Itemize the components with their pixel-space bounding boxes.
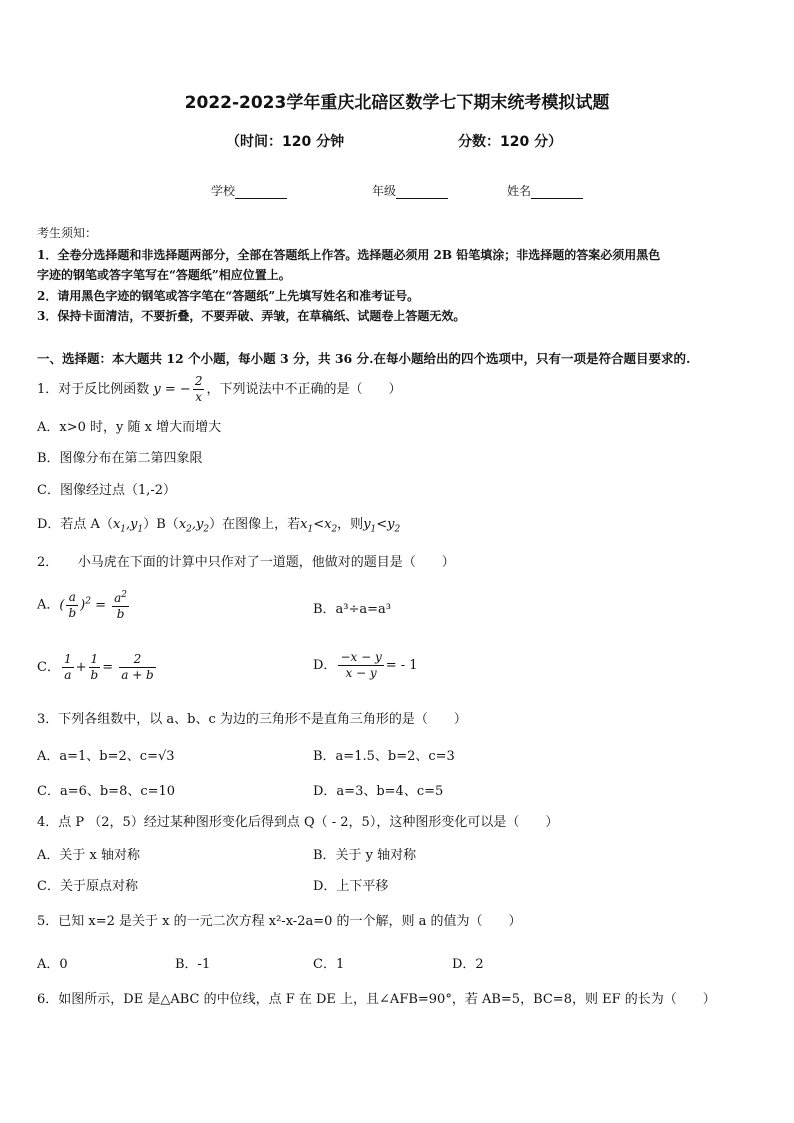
page-title: 2022-2023学年重庆北碚区数学七下期末统考模拟试题 <box>184 93 610 113</box>
q3-option-b: B．a=1.5、b=2、c=3 <box>313 749 455 764</box>
question-4: 4．点 P （2，5）经过某种图形变化后得到点 Q（ - 2，5），这种图形变化可以是（ ） <box>37 815 559 830</box>
q1-option-d <box>37 513 400 535</box>
q1-d-point-b: $x_2,y_2$ <box>178 517 210 535</box>
question-6: 6．如图所示，DE 是△ABC 的中位线，点 F 在 DE 上，且∠AFB=90°，若 AB=5，BC=8，则 EF 的长为（ ） <box>37 992 716 1007</box>
q4-option-a: A．关于 x 轴对称 <box>37 848 140 863</box>
notice-line-1: 1．全卷分选择题和非选择题两部分，全部在答题纸上作答。选择题必须用 2B 铅笔填涂；非选择题的答案必须用黑色 <box>37 248 661 262</box>
q1-option-a: A．x>0 时，y 随 x 增大而增大 <box>37 420 222 435</box>
q5-option-d: D．2 <box>452 957 484 972</box>
q1-option-c: C．图像经过点（1,-2） <box>37 483 177 498</box>
q1-stem-a: 1．对于反比例函数 <box>37 382 150 397</box>
q1-function: y = − $\frac{2}{x}$ <box>153 374 203 404</box>
q5-option-a: A．0 <box>37 957 68 972</box>
q1-d-part-b: ）B（ <box>143 517 179 532</box>
q1-option-b: B．图像分布在第二第四象限 <box>37 451 203 466</box>
name-field <box>507 182 583 199</box>
q2-option-d: D． $\frac{-x - y}{x - y}$ = - 1 <box>313 650 418 680</box>
q5-option-b: B．-1 <box>175 957 211 972</box>
grade-label: 年级 <box>372 184 397 198</box>
school-field <box>211 182 287 199</box>
q1-d-cond-y: $y_1<y_2$ <box>363 517 401 535</box>
q1-d-point-a: $x_1,y_1$ <box>112 517 144 535</box>
q1-d-cond-x: $x_1<x_2$ <box>300 517 338 535</box>
q1-d-part-a: D．若点 A（ <box>37 517 113 532</box>
question-3: 3．下列各组数中，以 a、b、c 为边的三角形不是直角三角形的是（ ） <box>37 712 467 727</box>
q2-option-a: A．( $\frac{a}{b}$ )$^2$ = $\frac{a^2}{b}$ <box>37 589 128 621</box>
question-2: 2． 小马虎在下面的计算中只作对了一道题，他做对的题目是（ ） <box>37 555 455 570</box>
exam-time: （时间：120 分钟 <box>226 134 345 150</box>
q4-option-c: C．关于原点对称 <box>37 879 138 894</box>
q1-stem-b: ，下列说法中不正确的是（ ） <box>206 382 402 397</box>
q4-option-d: D．上下平移 <box>313 879 389 894</box>
q3-option-c: C．a=6、b=8、c=10 <box>37 784 176 799</box>
q2-option-b: B．a³÷a=a³ <box>313 602 392 617</box>
school-label: 学校 <box>211 184 236 198</box>
q1-d-part-c: ）在图像上，若 <box>209 517 301 532</box>
q2-d-tail: = - 1 <box>385 658 418 673</box>
grade-blank <box>396 186 448 199</box>
notice-line-2: 2．请用黑色字迹的钢笔或答字笔在“答题纸”上先填写姓名和准考证号。 <box>37 289 420 303</box>
q3-option-d: D．a=3、b=4、c=5 <box>313 784 444 799</box>
q2-option-c: C． $\frac{1}{a}$ + $\frac{1}{b}$ = $\frac{2}{a + b}$ <box>37 652 154 682</box>
notice-heading: 考生须知： <box>37 226 98 240</box>
name-label: 姓名 <box>507 184 532 198</box>
q2-a-label: A． <box>37 597 60 613</box>
q4-option-b: B．关于 y 轴对称 <box>313 848 417 863</box>
grade-field <box>372 182 448 199</box>
exam-score: 分数：120 分） <box>458 134 563 150</box>
question-1 <box>37 374 401 405</box>
q5-option-c: C．1 <box>313 957 345 972</box>
q1-d-part-d: ，则 <box>337 517 364 532</box>
q2-c-label: C． <box>37 660 60 675</box>
question-5: 5．已知 x=2 是关于 x 的一元二次方程 x²-x-2a=0 的一个解，则 a 的值为（ ） <box>37 914 522 929</box>
q2-d-label: D． <box>313 658 337 673</box>
school-blank <box>235 186 287 199</box>
q3-option-a: A．a=1、b=2、c=√3 <box>37 749 175 764</box>
notice-line-3: 3．保持卡面清洁，不要折叠，不要弄破、弄皱，在草稿纸、试题卷上答题无效。 <box>37 309 466 323</box>
section-heading: 一、选择题：本大题共 12 个小题，每小题 3 分，共 36 分.在每小题给出的四个选项中，只有一项是符合题目要求的. <box>37 351 691 366</box>
name-blank <box>531 186 583 199</box>
notice-line-1b: 字迹的钢笔或答字笔写在“答题纸”相应位置上。 <box>37 268 291 282</box>
